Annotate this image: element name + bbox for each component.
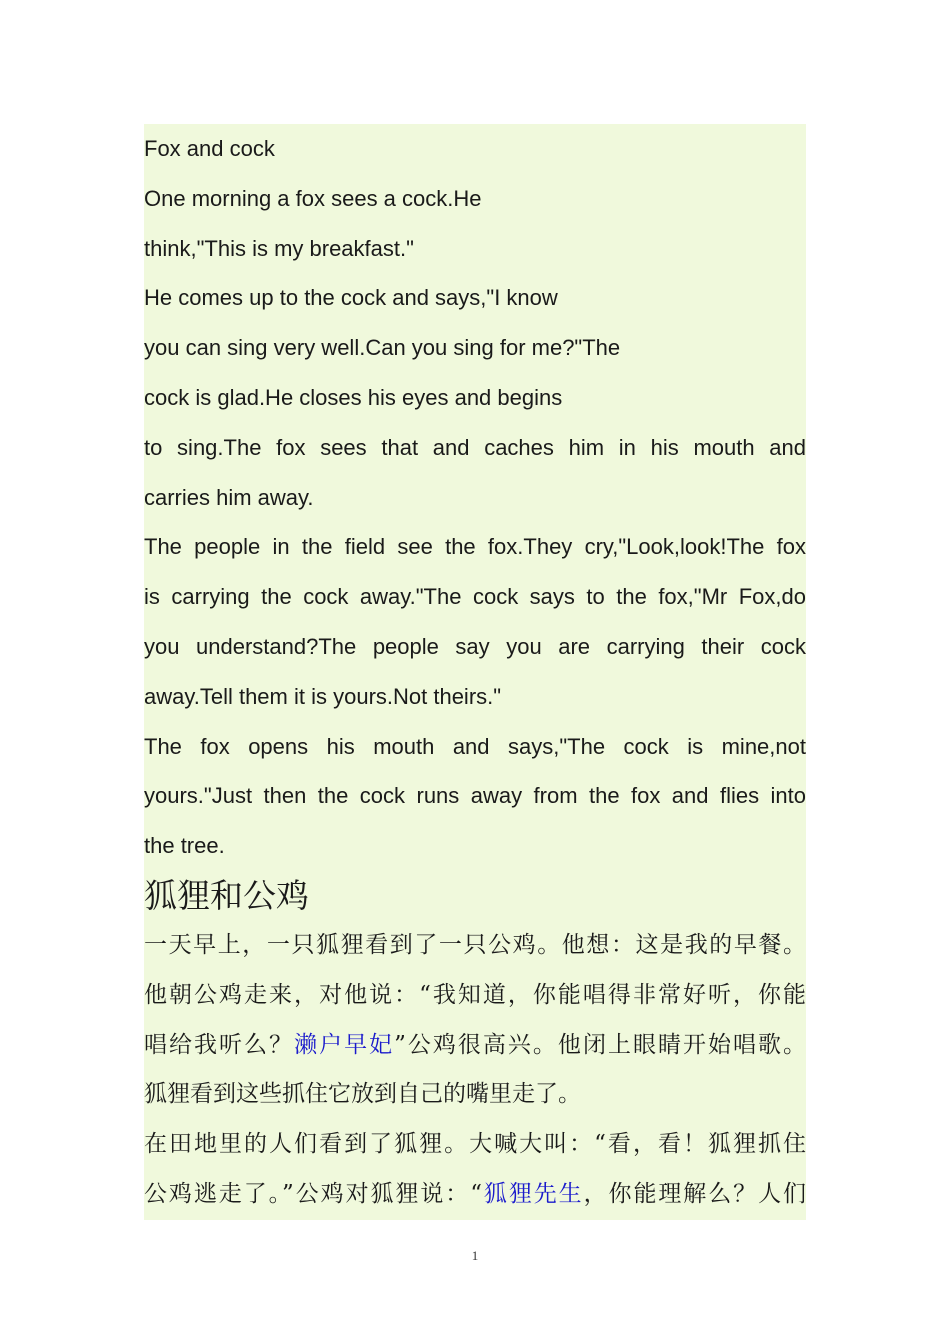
story-line: The people in the field see the fox.They cry,"Look,look!The fox — [144, 534, 806, 560]
chinese-text: ”公鸡很高兴。他闭上眼睛开始唱歌。 — [394, 1031, 806, 1058]
story-line: One morning a fox sees a cock.He — [144, 185, 482, 211]
story-line: you can sing very well.Can you sing for me?"The — [144, 335, 621, 361]
story-line: the tree. — [144, 833, 225, 859]
inline-link[interactable]: 濑户早妃 — [294, 1031, 395, 1058]
chinese-title: 狐狸和公鸡 — [144, 875, 309, 915]
story-line: away.Tell them it is yours.Not theirs." — [144, 683, 502, 709]
story-line: you understand?The people say you are carrying their cock — [144, 633, 806, 659]
story-line: carries him away. — [144, 484, 314, 510]
chinese-line — [144, 1170, 806, 1220]
chinese-line: 他朝公鸡走来，对他说：“我知道，你能唱得非常好听，你能 — [144, 981, 806, 1008]
chinese-text: ，你能理解么？人们 — [583, 1180, 806, 1207]
chinese-text: 公鸡逃走了。”公鸡对狐狸说：“ — [144, 1180, 482, 1207]
story-title: Fox and cock — [144, 136, 275, 161]
story-line: He comes up to the cock and says,"I know — [144, 285, 558, 311]
page-number: 1 — [471, 1248, 479, 1263]
chinese-text: 唱给我听么？ — [144, 1031, 295, 1058]
story-line: to sing.The fox sees that and caches him in his mouth and — [144, 434, 806, 460]
document-body — [144, 124, 806, 1220]
story-line: think,"This is my breakfast." — [144, 235, 414, 261]
chinese-line: 在田地里的人们看到了狐狸。大喊大叫：“看，看！狐狸抓住 — [144, 1131, 806, 1158]
story-line: yours."Just then the cock runs away from the fox and flies into — [144, 783, 806, 809]
story-line: The fox opens his mouth and says,"The cock is mine,not — [144, 733, 806, 759]
story-line: cock is glad.He closes his eyes and begins — [144, 384, 563, 410]
story-line: is carrying the cock away."The cock says to the fox,"Mr Fox,do — [144, 584, 806, 610]
chinese-line: 狐狸看到这些抓住它放到自己的嘴里走了。 — [144, 1081, 581, 1108]
chinese-line: 一天早上，一只狐狸看到了一只公鸡。他想：这是我的早餐。 — [144, 931, 806, 958]
chinese-line — [144, 1021, 806, 1071]
inline-link[interactable]: 狐狸先生 — [481, 1180, 584, 1207]
